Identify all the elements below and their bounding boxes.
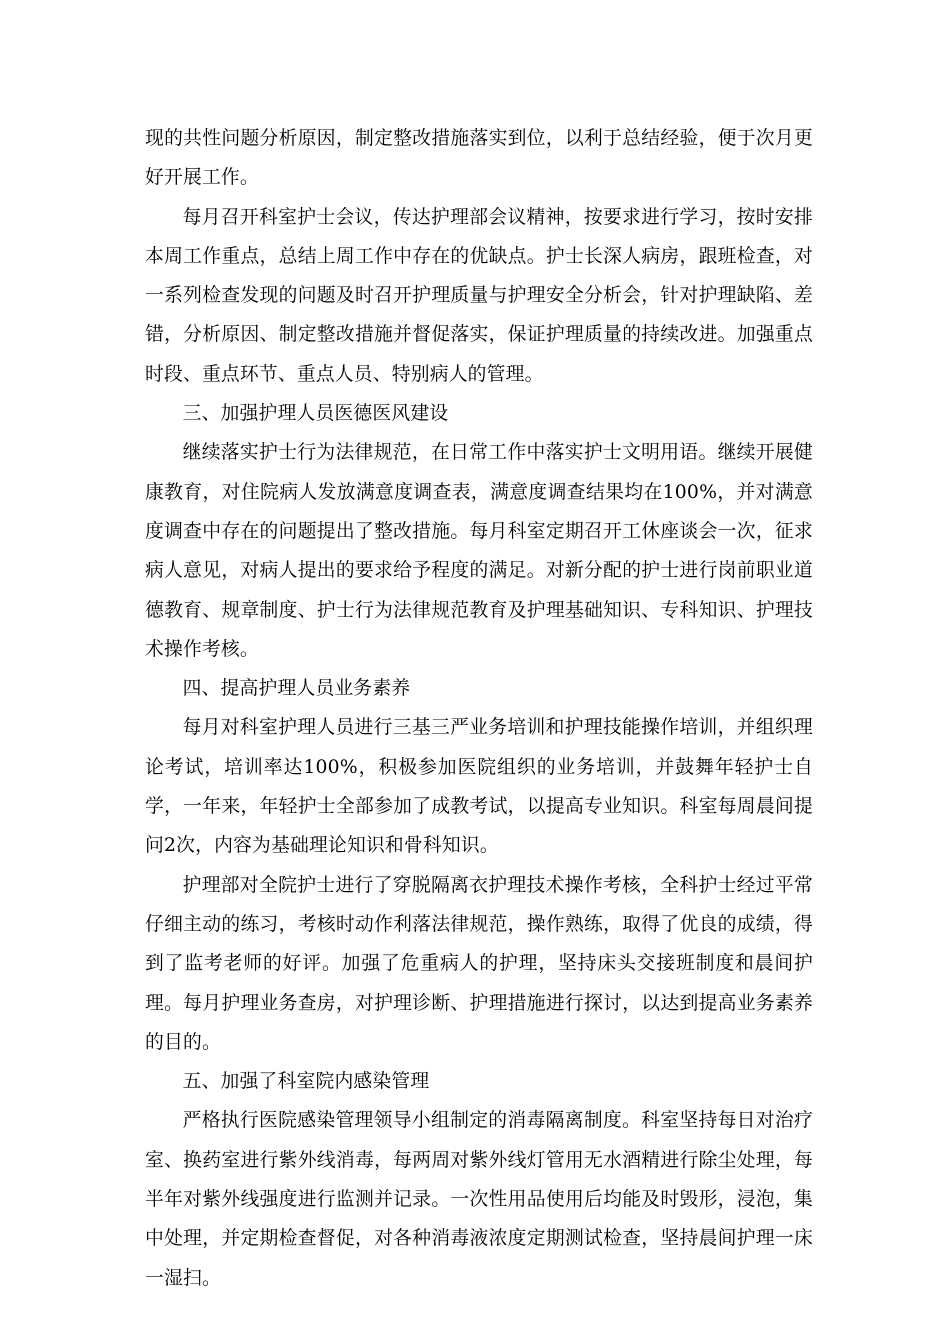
section-heading-3: 三、加强护理人员医德医风建设 [182,403,449,425]
document-body [145,119,813,1298]
paragraph-continuation: 现的共性问题分析原因，制定整改措施落实到位，以利于总结经验，便于次月更好开展工作。 [145,128,813,189]
section-heading-5: 五、加强了科室院内感染管理 [182,1071,430,1093]
paragraph-training: 每月对科室护理人员进行三基三严业务培训和护理技能操作培训，并组织理论考试，培训率达100%，积极参加医院组织的业务培训，并鼓舞年轻护士自学，一年来，年轻护士全部参加了成教考试，以提高专业知识。科室每周晨间提问2次，内容为基础理论知识和骨科知识。 [145,717,813,857]
paragraph-assessment: 护理部对全院护士进行了穿脱隔离衣护理技术操作考核，全科护士经过平常仔细主动的练习，考核时动作利落法律规范，操作熟练，取得了优良的成绩，得到了监考老师的好评。加强了危重病人的护理，坚持床头交接班制度和晨间护理。每月护理业务查房，对护理诊断、护理措施进行探讨，以达到提高业务素养的目的。 [145,874,813,1053]
paragraph-nurse-meeting: 每月召开科室护士会议，传达护理部会议精神，按要求进行学习，按时安排本周工作重点，总结上周工作中存在的优缺点。护士长深人病房，跟班检查，对一系列检查发现的问题及时召开护理质量与护理安全分析会，针对护理缺陷、差错，分析原因、制定整改措施并督促落实，保证护理质量的持续改进。加强重点时段、重点环节、重点人员、特别病人的管理。 [145,206,813,385]
section-heading-4: 四、提高护理人员业务素养 [182,678,411,700]
paragraph-medical-ethics: 继续落实护士行为法律规范，在日常工作中落实护士文明用语。继续开展健康教育，对住院病人发放满意度调查表，满意度调查结果均在100%，并对满意度调查中存在的问题提出了整改措施。每月科室定期召开工休座谈会一次，征求病人意见，对病人提出的要求给予程度的满足。对新分配的护士进行岗前职业道德教育、规章制度、护士行为法律规范教育及护理基础知识、专科知识、护理技术操作考核。 [145,442,813,660]
paragraph-infection-control: 严格执行医院感染管理领导小组制定的消毒隔离制度。科室坚持每日对治疗室、换药室进行紫外线消毒，每两周对紫外线灯管用无水酒精进行除尘处理，每半年对紫外线强度进行监测并记录。一次性用品使用后均能及时毁形，浸泡，集中处理，并定期检查督促，对各种消毒液浓度定期测试检查，坚持晨间护理一床一湿扫。 [145,1110,813,1289]
